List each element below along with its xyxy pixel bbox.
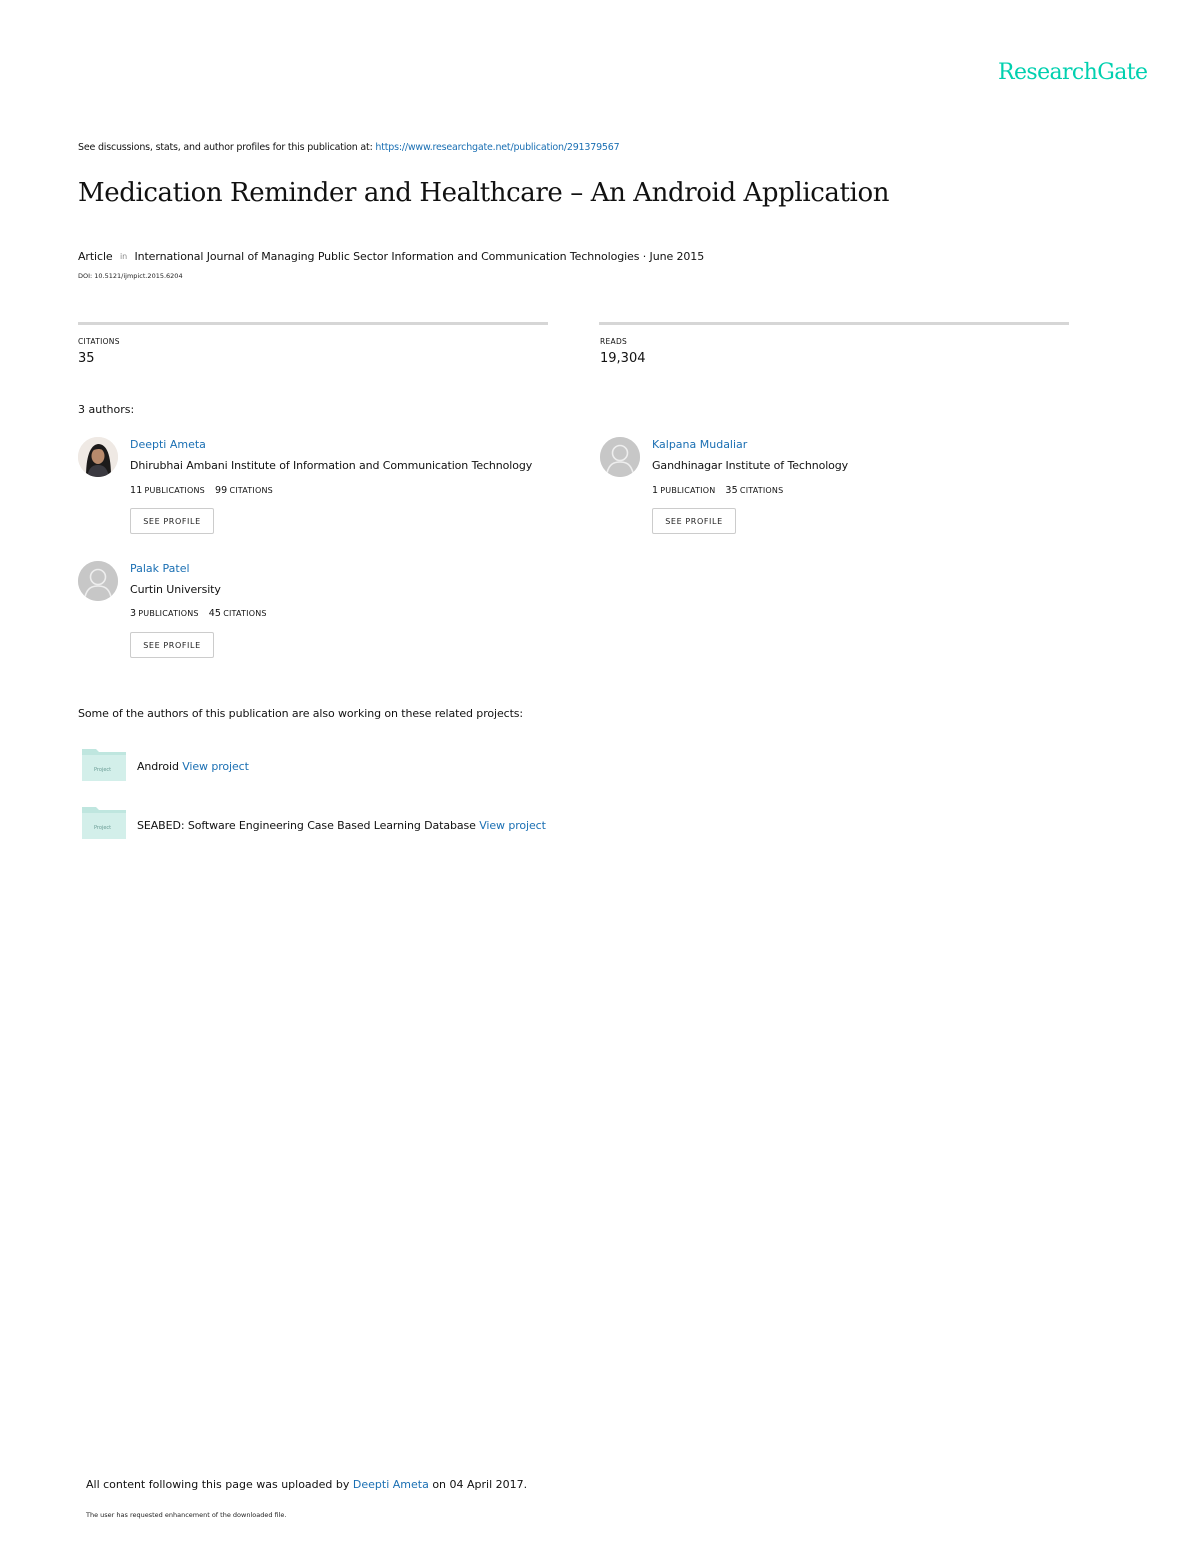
default-user-icon (600, 437, 640, 477)
view-project-link[interactable]: View project (479, 819, 546, 832)
author-name-link[interactable]: Deepti Ameta (130, 438, 206, 451)
author-stats (652, 485, 783, 496)
citations-label: CITATIONS (229, 486, 273, 495)
researchgate-logo[interactable]: ResearchGate (998, 60, 1148, 85)
see-profile-button[interactable]: SEE PROFILE (130, 508, 214, 534)
author-institution: Curtin University (130, 583, 221, 596)
avatar[interactable] (78, 437, 118, 477)
svg-text:Project: Project (94, 767, 112, 773)
author-name-link[interactable]: Kalpana Mudaliar (652, 438, 748, 451)
discussion-prefix: See discussions, stats, and author profiles for this publication at: (78, 142, 373, 153)
doi: DOI: 10.5121/ijmpict.2015.6204 (78, 272, 183, 280)
default-user-icon (78, 561, 118, 601)
publication-url-link[interactable]: https://www.researchgate.net/publication/291379567 (375, 142, 620, 153)
citations-count: 35 (725, 485, 738, 496)
info-icon (120, 253, 130, 262)
uploader-link[interactable]: Deepti Ameta (352, 1478, 429, 1491)
reads-label: READS (600, 337, 628, 346)
project-name: Android (137, 760, 179, 773)
project-name: SEABED: Software Engineering Case Based Learning Database (137, 819, 476, 832)
citations-divider (78, 322, 548, 325)
publications-label: PUBLICATIONS (138, 609, 199, 618)
upload-date: on 04 April 2017. (432, 1478, 528, 1491)
avatar[interactable] (600, 437, 640, 477)
citations-count: 45 (208, 608, 222, 619)
upload-line (86, 1478, 527, 1491)
citations-label: CITATIONS (739, 486, 784, 495)
svg-text:in: in (120, 252, 128, 260)
publications-label: PUBLICATION (660, 486, 716, 495)
view-project-link[interactable]: View project (182, 760, 249, 773)
reads-value: 19,304 (600, 351, 646, 366)
author-stats (130, 608, 267, 619)
publications-count: 1 (652, 485, 659, 496)
citations-value: 35 (78, 351, 95, 366)
discussion-line (78, 142, 619, 153)
publications-count: 11 (130, 485, 143, 496)
see-profile-button[interactable]: SEE PROFILE (652, 508, 736, 534)
publications-count: 3 (130, 608, 137, 619)
projects-heading: Some of the authors of this publication are also working on these related projects: (78, 707, 524, 720)
author-stats (130, 485, 273, 496)
upload-prefix: All content following this page was uploaded by (86, 1478, 350, 1491)
article-type: Article (78, 250, 113, 263)
project-item (137, 819, 546, 832)
svg-text:Project: Project (94, 825, 112, 831)
avatar[interactable] (78, 561, 118, 601)
author-name-link[interactable]: Palak Patel (130, 562, 190, 575)
author-institution: Gandhinagar Institute of Technology (652, 459, 849, 472)
enhancement-note: The user has requested enhancement of the downloaded file. (86, 1511, 287, 1519)
project-folder-icon (82, 747, 126, 781)
project-item (137, 760, 249, 773)
citations-label: CITATIONS (78, 337, 120, 346)
publications-label: PUBLICATIONS (144, 486, 205, 495)
see-profile-button[interactable]: SEE PROFILE (130, 632, 214, 658)
project-folder-icon (82, 805, 126, 839)
authors-heading: 3 authors: (78, 403, 135, 416)
publication-meta (78, 250, 704, 263)
author-institution: Dhirubhai Ambani Institute of Information and Communication Technology (130, 459, 533, 472)
publication-title: Medication Reminder and Healthcare – An Android Application (78, 178, 890, 208)
journal-and-date: International Journal of Managing Public Sector Information and Communication Technologies · June 2015 (134, 250, 705, 263)
citations-label: CITATIONS (223, 609, 267, 618)
citations-count: 99 (214, 485, 228, 496)
reads-divider (599, 322, 1069, 325)
